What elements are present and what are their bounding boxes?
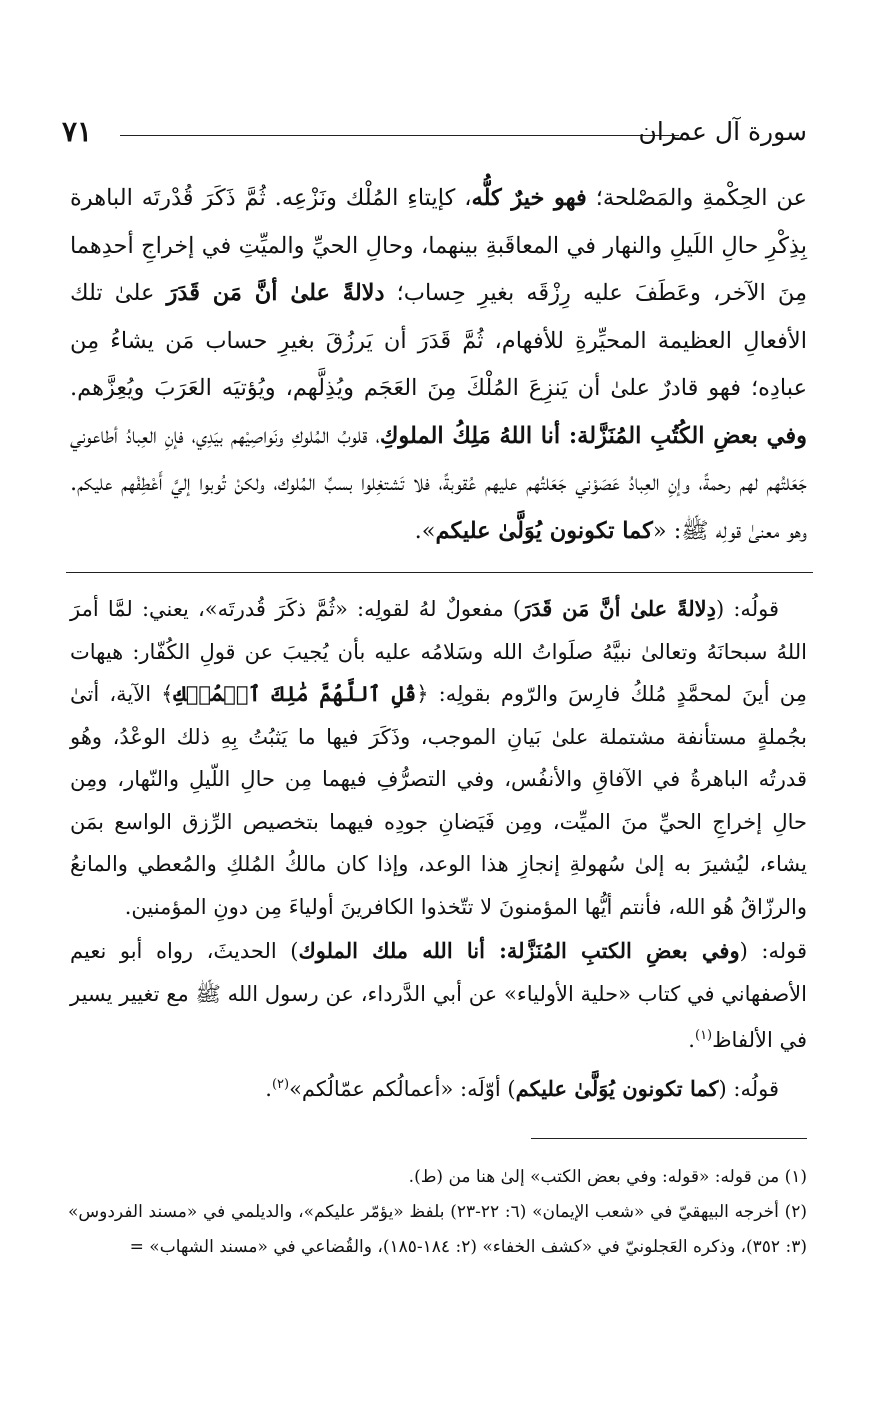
page-number: ٧١ xyxy=(62,115,93,148)
commentary-paragraph xyxy=(70,930,807,1062)
main-paragraph xyxy=(70,175,807,555)
commentary-paragraph xyxy=(70,588,807,928)
section-divider xyxy=(66,572,813,573)
main-text-run: ». xyxy=(414,517,436,544)
main-text-emphasis: دلالةً علىٰ أنَّ مَن قَدَرَ xyxy=(166,280,385,306)
commentary-run: ) أوّلَه: «أعمالُكم عمّالُكم» xyxy=(289,1076,516,1101)
chapter-title: سورة آل عمران xyxy=(638,117,807,146)
quran-quote: قُلِ ٱللَّهُمَّ مَٰلِكَ ٱلۡمُلۡكِ xyxy=(173,681,417,706)
main-text-emphasis: فهو خيرٌ كلُّه xyxy=(471,185,587,211)
footnotes xyxy=(68,1160,807,1265)
commentary-run: قولُه: ( xyxy=(718,1076,779,1101)
commentary xyxy=(70,588,807,1110)
main-text-run: عن الحِكْمةِ والمَصْلحة؛ xyxy=(586,185,807,211)
commentary-run: ) مفعولٌ لهُ لقولِه: «ثُمَّ ذكَرَ قُدرتَه»، يعني: لمَّا أمرَ اللهُ سبحانَهُ وتعالىٰ نبيَّهُ صلَواتُ الله وسَلامُه عليه بأن يُجيبَ عن قولِ الكُفّار: هيهات مِن أينَ لمحمَّدٍ مُلكُ فارِسَ والرّوم بقولِه: ﴿ xyxy=(70,597,807,706)
commentary-run: قوله: ( xyxy=(739,939,807,963)
commentary-run: قولُه: ( xyxy=(716,597,779,621)
running-head xyxy=(62,112,807,152)
commentary-run: . xyxy=(265,1076,272,1101)
footnote-ref[interactable]: (٢) xyxy=(271,1076,290,1092)
commentary-paragraph xyxy=(70,1064,807,1111)
footnote-ref[interactable]: (١) xyxy=(694,1028,713,1043)
header-rule xyxy=(120,135,679,136)
main-text-run: ، قلوبُ المُلوكِ ونَواصِيْهم بيَدِي، فإنِ العِبادُ أطاعوني جَعَلتُهم لهم رحمةً، وإنِ العِبادُ عَصَوْني جَعَلتُهم عليهم عُقوبةً، فلا تَشتغِلوا بسبِّ المُلوك، ولكنْ تُوبوا إليَّ أَعْطِفْهم عليكم. وهو معنىٰ قولِه ﷺ: « xyxy=(70,422,807,544)
main-text xyxy=(70,175,807,555)
footnote-2: (٢) أخرجه البيهقيّ في «شعب الإيمان» (٦: ٢٢-٢٣) بلفظ «يؤمّر عليكم»، والديلمي في «مسند الفردوس» (٣: ٣٥٢)، وذكره العَجلونيّ في «كشف الخفاء» (٢: ١٨٤-١٨٥)، والقُضاعي في «مسند الشهاب» = xyxy=(68,1202,807,1257)
commentary-run: . xyxy=(688,1028,695,1052)
quoted-lemma: كما تكونون يُوَلَّىٰ عليكم xyxy=(515,1075,719,1101)
main-text-run: ، كإيتاءِ المُلْك ونَزْعِه. ثُمَّ ذَكَرَ قُدْرتَه الباهرة بِذِكْرِ حالِ اللَيلِ والنهار في المعاقَبةِ بينهما، وحالِ الحيِّ والميِّتِ في إخراجِ أحدِهما مِنَ الآخر، وعَطَفَ عليه رِزْقَه بغيرِ حِساب؛ xyxy=(70,185,808,306)
quoted-lemma: دِلالةً علىٰ أنَّ مَن قَدَرَ xyxy=(521,596,716,621)
main-text-run: علىٰ تلك الأفعالِ العظيمة المحيِّرةِ للأفهام، ثُمَّ قَدَرَ أن يَرزُقَ بغيرِ حساب مَن يشاءُ مِن عبادِه؛ فهو قادرٌ علىٰ أن يَنزِعَ المُلْكَ مِنَ العَجَم ويُذِلَّهم، ويُؤتيَه العَرَبَ ويُعِزَّهم. xyxy=(70,280,807,401)
commentary-run: ﴾ الآية، أتىٰ بجُملةٍ مستأنفة مشتملة علىٰ بَيانِ الموجب، وذَكَرَ فيها ما يَثبُتُ بِهِ ذلك الوعْدُ، وهُو قدرتُه الباهرةُ في الآفاقِ والأنفُس، وفي التصرُّفِ فيهما مِن حالِ اللّيلِ والنّهار، ومِن حالِ إخراجِ الحيِّ منَ الميِّت، ومِن فَيَضانِ جودِه فيهما بتخصيص الرِّزق الواسع بمَن يشاء، ليُشيرَ به إلىٰ سُهولةِ إنجازِ هذا الوعد، وإذا كان مالكُ المُلكِ والمُعطي والمانعُ والرزّاقُ هُو الله، فأنتم أيُّها المؤمنونَ لا تتّخذوا الكافرينَ أولياءَ مِن دونِ المؤمنين. xyxy=(70,682,807,919)
footnote-1: (١) من قوله: «قوله: وفي بعض الكتب» إلىٰ هنا من (ط). xyxy=(408,1167,807,1187)
footnote-separator xyxy=(531,1138,807,1139)
commentary-run: ) الحديثَ، رواه أبو نعيم الأصفهاني في كتاب «حلية الأولياء» عن أبي الدَّرداء، عن رسول الله ﷺ مع تغيير يسير في الألفاظ xyxy=(70,939,807,1052)
quoted-lemma: وفي بعضِ الكتبِ المُنَزَّلة: أنا الله ملك الملوك xyxy=(298,938,740,963)
main-text-emphasis: كما تكونون يُوَلَّىٰ عليكم xyxy=(435,517,653,544)
main-text-emphasis: وفي بعضِ الكُتُبِ المُنَزَّلة: أنا اللهُ مَلِكُ الملوكِ xyxy=(379,422,807,449)
